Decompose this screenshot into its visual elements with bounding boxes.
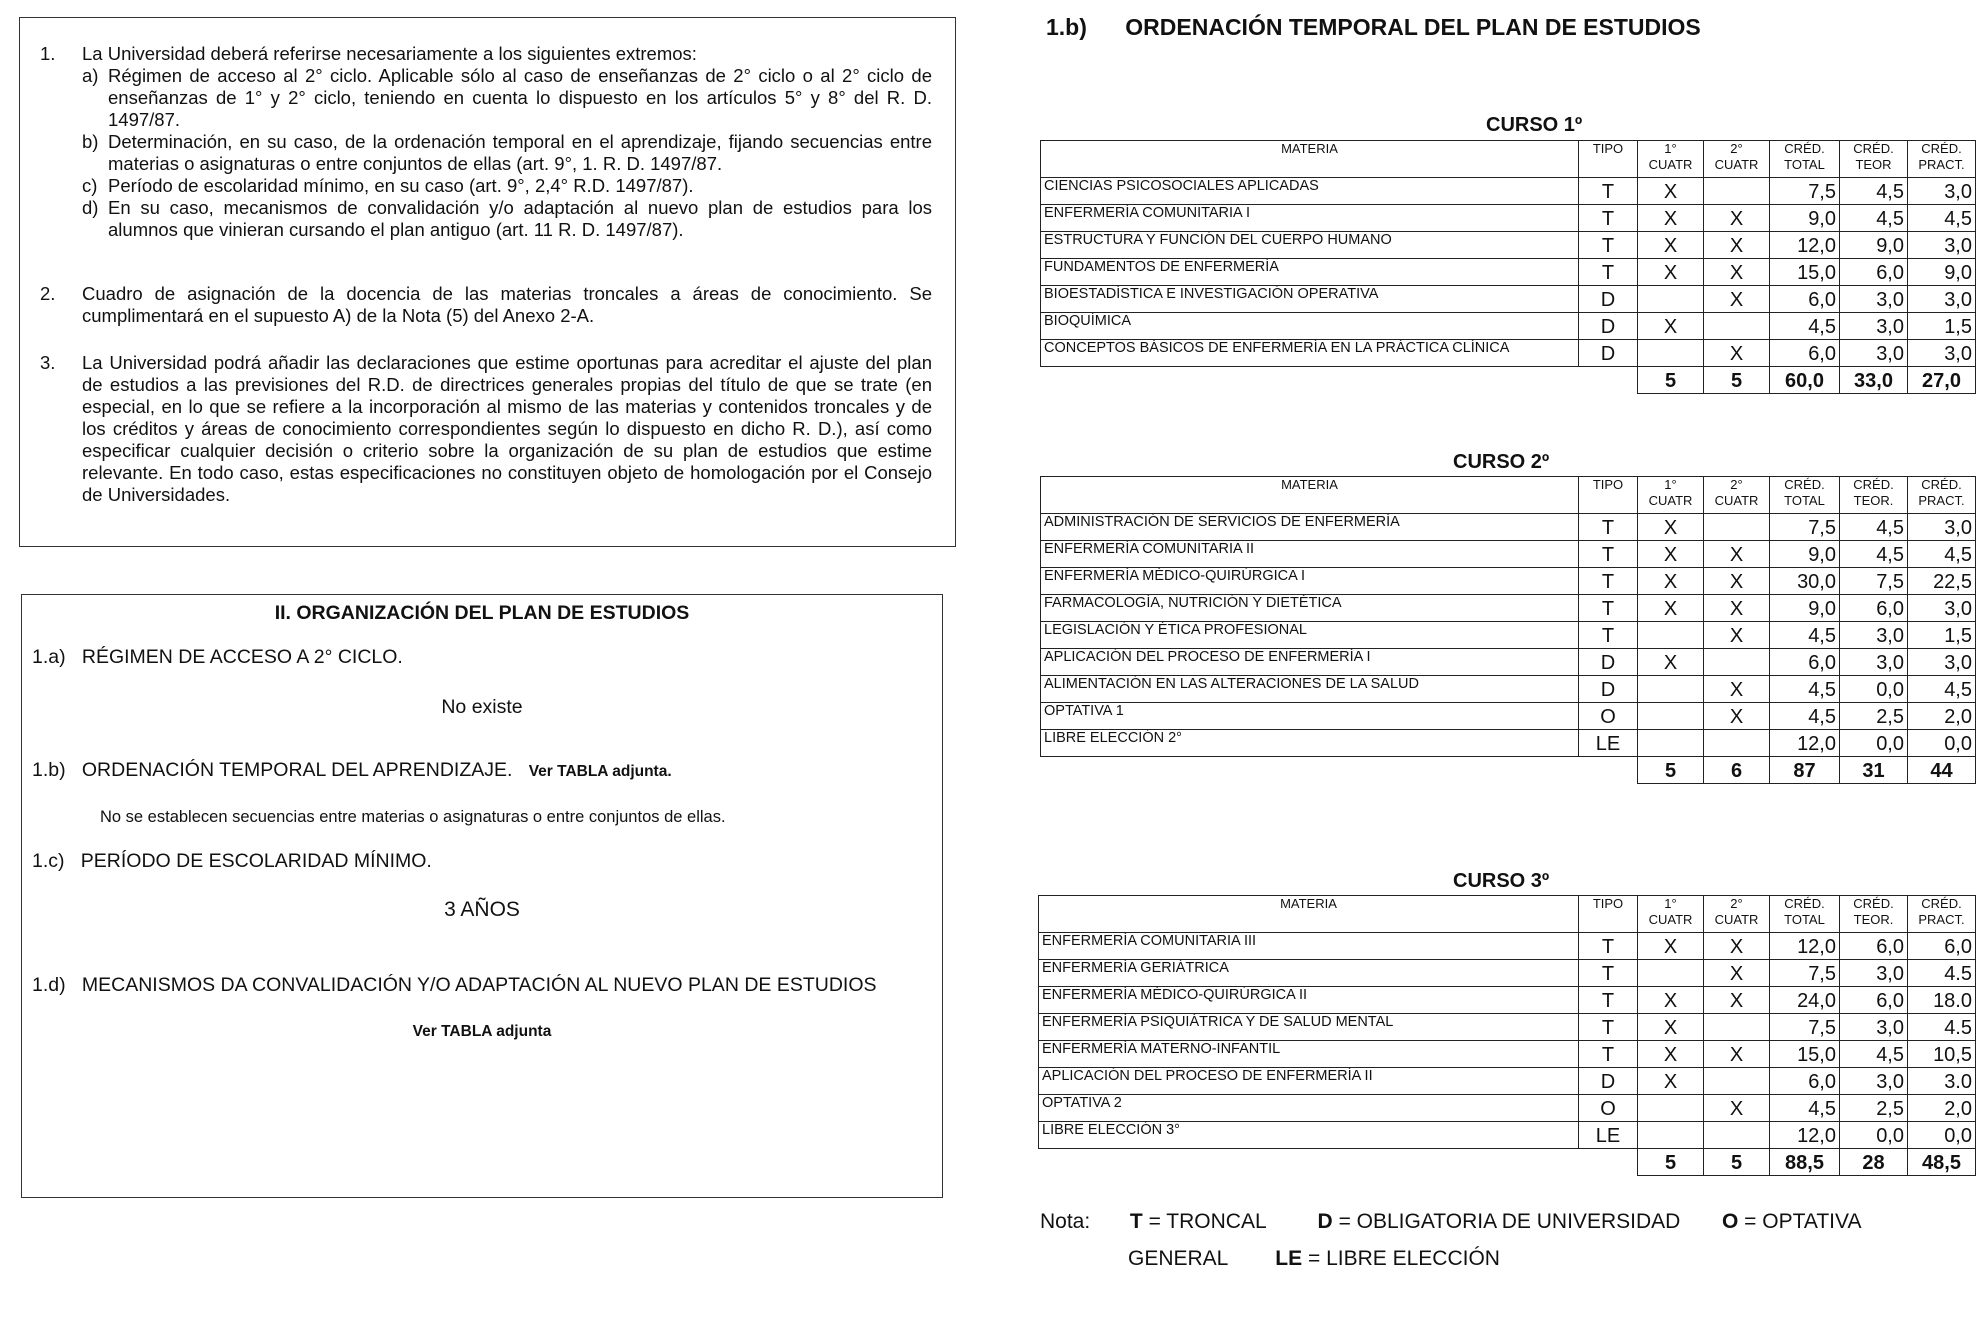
table-header-row [1039, 896, 1976, 933]
cuatr-1-cell: X [1638, 541, 1704, 568]
cuatr-2-cell: X [1704, 987, 1770, 1014]
header-cred-total: CRÉD. TOTAL [1770, 477, 1840, 514]
heading-code: 1.b) [1046, 14, 1087, 40]
cred-teor-cell: 3,0 [1840, 286, 1908, 313]
cred-teor-cell: 4,5 [1840, 541, 1908, 568]
instruction-item-1 [42, 43, 932, 241]
cred-teor-cell: 0,0 [1840, 1122, 1908, 1149]
total-cred-pract: 48,5 [1908, 1149, 1976, 1176]
cuatr-2-cell: X [1704, 232, 1770, 259]
curso-2-title: CURSO 2º [1453, 451, 1550, 473]
cred-total-cell: 7,5 [1770, 178, 1840, 205]
tipo-cell: O [1579, 1095, 1638, 1122]
section-1b [32, 759, 672, 782]
header-cred-teor: CRÉD. TEOR. [1840, 896, 1908, 933]
cuatr-2-cell: X [1704, 205, 1770, 232]
cred-total-cell: 12,0 [1770, 730, 1840, 757]
cuatr-2-cell: X [1704, 622, 1770, 649]
cred-total-cell: 12,0 [1770, 1122, 1840, 1149]
sub-item-b [42, 131, 932, 175]
sub-item-a [42, 65, 932, 131]
header-cred-pract: CRÉD. PRACT. [1908, 141, 1976, 178]
header-cred-teor: CRÉD. TEOR. [1840, 477, 1908, 514]
cuatr-2-cell: X [1704, 1041, 1770, 1068]
table-row [1039, 1041, 1976, 1068]
table-row [1041, 205, 1976, 232]
header-tipo: TIPO [1579, 141, 1638, 178]
cuatr-2-cell: X [1704, 1095, 1770, 1122]
cred-teor-cell: 0,0 [1840, 676, 1908, 703]
cred-total-cell: 9,0 [1770, 541, 1840, 568]
table-row [1041, 730, 1976, 757]
sub-letter: c) [82, 175, 98, 196]
table-row [1041, 286, 1976, 313]
value-optativa: = OPTATIVA [1744, 1210, 1862, 1233]
header-tipo: TIPO [1579, 477, 1638, 514]
table-row [1041, 649, 1976, 676]
cuatr-2-cell [1704, 1068, 1770, 1095]
table-row [1041, 232, 1976, 259]
cred-teor-cell: 9,0 [1840, 232, 1908, 259]
materia-cell: LIBRE ELECCIÓN 2° [1041, 730, 1579, 757]
cred-pract-cell: 22,5 [1908, 568, 1976, 595]
section-1a [32, 646, 403, 669]
materia-cell: ENFERMERÍA MÉDICO-QUIRÚRGICA I [1041, 568, 1579, 595]
cuatr-1-cell: X [1638, 987, 1704, 1014]
cred-total-cell: 6,0 [1770, 649, 1840, 676]
total-cuatr-2: 6 [1704, 757, 1770, 784]
sub-text: Régimen de acceso al 2° ciclo. Aplicable sólo al caso de enseñanzas de 2° ciclo o al 2° ciclo de enseñanzas de 1° y 2° ciclo, teniendo en cuenta lo dispuesto en los artículos 5° y 8° del R. D. 1497/87. [108, 65, 932, 130]
tipo-cell: T [1579, 259, 1638, 286]
header-cuatr-2: 2° CUATR [1704, 141, 1770, 178]
cred-pract-cell: 4.5 [1908, 960, 1976, 987]
cred-pract-cell: 2,0 [1908, 703, 1976, 730]
header-cred-teor: CRÉD. TEOR [1840, 141, 1908, 178]
materia-cell: ENFERMERÍA COMUNITARIA III [1039, 933, 1579, 960]
cuatr-1-cell: X [1638, 595, 1704, 622]
tipo-cell: LE [1579, 1122, 1638, 1149]
cuatr-2-cell: X [1704, 286, 1770, 313]
cred-teor-cell: 3,0 [1840, 340, 1908, 367]
materia-cell: ENFERMERÍA COMUNITARIA II [1041, 541, 1579, 568]
materia-cell: ENFERMERÍA PSIQUIÁTRICA Y DE SALUD MENTAL [1039, 1014, 1579, 1041]
header-cred-pract: CRÉD. PRACT. [1908, 896, 1976, 933]
cuatr-2-cell [1704, 649, 1770, 676]
plan-heading [1046, 14, 1701, 41]
cred-total-cell: 4,5 [1770, 622, 1840, 649]
materia-cell: BIOESTADÍSTICA E INVESTIGACIÓN OPERATIVA [1041, 286, 1579, 313]
cuatr-1-cell: X [1638, 313, 1704, 340]
table-row [1039, 1095, 1976, 1122]
curso-1-table [1040, 140, 1976, 394]
cred-pract-cell: 4,5 [1908, 676, 1976, 703]
section-code: 1.d) [32, 974, 66, 996]
tipo-cell: T [1579, 987, 1638, 1014]
section-1c [32, 850, 432, 873]
tipo-cell: D [1579, 676, 1638, 703]
total-cred-total: 87 [1770, 757, 1840, 784]
cuatr-2-cell: X [1704, 595, 1770, 622]
cuatr-1-cell [1638, 1122, 1704, 1149]
header-materia: MATERIA [1039, 896, 1579, 933]
cred-total-cell: 4,5 [1770, 1095, 1840, 1122]
sub-item-c [42, 175, 932, 197]
cuatr-1-cell: X [1638, 1041, 1704, 1068]
total-cuatr-1: 5 [1638, 367, 1704, 394]
total-cred-total: 88,5 [1770, 1149, 1840, 1176]
access-value: No existe [441, 696, 523, 718]
nota-general: GENERAL [1128, 1247, 1228, 1270]
cred-teor-cell: 4,5 [1840, 178, 1908, 205]
cuatr-2-cell: X [1704, 541, 1770, 568]
header-cred-pract: CRÉD. PRACT. [1908, 477, 1976, 514]
cred-total-cell: 12,0 [1770, 933, 1840, 960]
cuatr-1-cell: X [1638, 649, 1704, 676]
sub-text: Período de escolaridad mínimo, en su caso (art. 9°, 2,4° R.D. 1497/87). [108, 175, 694, 196]
section-label: ORDENACIÓN TEMPORAL DEL APRENDIZAJE. [81, 759, 513, 781]
table-row [1041, 178, 1976, 205]
cred-teor-cell: 4,5 [1840, 514, 1908, 541]
section-label: PERÍODO DE ESCOLARIDAD MÍNIMO. [80, 850, 432, 872]
tipo-cell: T [1579, 595, 1638, 622]
item-number: 1. [40, 43, 56, 64]
cuatr-2-cell: X [1704, 703, 1770, 730]
tipo-cell: T [1579, 514, 1638, 541]
key-troncal: T [1129, 1210, 1143, 1233]
curso-1-title: CURSO 1º [1486, 114, 1583, 136]
cred-total-cell: 6,0 [1770, 340, 1840, 367]
min-period-value: 3 AÑOS [444, 898, 520, 921]
sub-text: Determinación, en su caso, de la ordenación temporal en el aprendizaje, fijando secuencias entre materias o asignaturas o entre conjuntos de ellas (art. 9°, 1. R. D. 1497/87. [108, 131, 932, 174]
tipo-cell: T [1579, 933, 1638, 960]
tipo-cell: T [1579, 622, 1638, 649]
materia-cell: APLICACIÓN DEL PROCESO DE ENFERMERÍA II [1039, 1068, 1579, 1095]
cuatr-2-cell [1704, 313, 1770, 340]
total-cuatr-2: 5 [1704, 367, 1770, 394]
header-cuatr-1: 1° CUATR [1638, 477, 1704, 514]
key-obligatoria: D [1317, 1210, 1333, 1233]
item-text: La Universidad podrá añadir las declaraciones que estime oportunas para acreditar el ajuste del plan de estudios a las previsiones del R.D. de directrices generales propias del título de que se trate (en especial, en lo que se refiere a la incorporación al mismo de las materias y contenidos troncales y de los créditos y áreas de conocimiento correspondientes según lo dispuesto en dicho R. D.), así como especificar cualquier decisión o criterio sobre la organización de su plan de estudios que estime relevante. En todo caso, estas especificaciones no constituyen objeto de homologación por el Consejo de Universidades. [82, 352, 932, 505]
materia-cell: ENFERMERÍA MATERNO-INFANTIL [1039, 1041, 1579, 1068]
cred-teor-cell: 3,0 [1840, 313, 1908, 340]
cred-total-cell: 9,0 [1770, 205, 1840, 232]
cred-pract-cell: 9,0 [1908, 259, 1976, 286]
table-header-row [1041, 141, 1976, 178]
cred-teor-cell: 7,5 [1840, 568, 1908, 595]
total-cuatr-2: 5 [1704, 1149, 1770, 1176]
cred-total-cell: 4,5 [1770, 313, 1840, 340]
cuatr-1-cell [1638, 340, 1704, 367]
cuatr-2-cell: X [1704, 676, 1770, 703]
cred-total-cell: 7,5 [1770, 1014, 1840, 1041]
cuatr-1-cell [1638, 703, 1704, 730]
materia-cell: BIOQUÍMICA [1041, 313, 1579, 340]
cred-pract-cell: 1,5 [1908, 313, 1976, 340]
cred-total-cell: 12,0 [1770, 232, 1840, 259]
cred-total-cell: 6,0 [1770, 286, 1840, 313]
nota-label: Nota: [1040, 1210, 1091, 1233]
cred-pract-cell: 3,0 [1908, 232, 1976, 259]
cred-total-cell: 4,5 [1770, 703, 1840, 730]
curso-2-table [1040, 476, 1976, 784]
header-cuatr-1: 1° CUATR [1638, 896, 1704, 933]
materia-cell: APLICACIÓN DEL PROCESO DE ENFERMERÍA I [1041, 649, 1579, 676]
cred-total-cell: 6,0 [1770, 1068, 1840, 1095]
tipo-cell: T [1579, 232, 1638, 259]
cred-total-cell: 7,5 [1770, 514, 1840, 541]
cred-pract-cell: 6,0 [1908, 933, 1976, 960]
value-obligatoria: = OBLIGATORIA DE UNIVERSIDAD [1338, 1210, 1681, 1233]
cred-teor-cell: 0,0 [1840, 730, 1908, 757]
tipo-cell: D [1579, 340, 1638, 367]
section-label: MECANISMOS DA CONVALIDACIÓN Y/O ADAPTACIÓN AL NUEVO PLAN DE ESTUDIOS [81, 974, 877, 996]
key-optativa: O [1721, 1210, 1739, 1233]
tipo-cell: T [1579, 205, 1638, 232]
cred-teor-cell: 6,0 [1840, 987, 1908, 1014]
sub-letter: a) [82, 65, 99, 86]
cred-pract-cell: 1,5 [1908, 622, 1976, 649]
table-row [1041, 514, 1976, 541]
value-libre-eleccion: = LIBRE ELECCIÓN [1307, 1247, 1500, 1270]
total-cred-teor: 28 [1840, 1149, 1908, 1176]
tipo-cell: D [1579, 1068, 1638, 1095]
sub-text: En su caso, mecanismos de convalidación y/o adaptación al nuevo plan de estudios para los alumnos que vinieran cursando el plan antiguo (art. 11 R. D. 1497/87). [108, 197, 932, 240]
cred-teor-cell: 3,0 [1840, 649, 1908, 676]
cred-total-cell: 7,5 [1770, 960, 1840, 987]
cred-pract-cell: 3,0 [1908, 649, 1976, 676]
table-row [1039, 1068, 1976, 1095]
cred-teor-cell: 3,0 [1840, 960, 1908, 987]
cred-teor-cell: 2,5 [1840, 703, 1908, 730]
cuatr-1-cell: X [1638, 232, 1704, 259]
curso-3-title: CURSO 3º [1453, 870, 1550, 892]
table-row [1039, 987, 1976, 1014]
header-materia: MATERIA [1041, 477, 1579, 514]
table-header-row [1041, 477, 1976, 514]
cred-total-cell: 9,0 [1770, 595, 1840, 622]
cuatr-1-cell: X [1638, 178, 1704, 205]
heading-title: ORDENACIÓN TEMPORAL DEL PLAN DE ESTUDIOS [1125, 14, 1701, 40]
cred-teor-cell: 2,5 [1840, 1095, 1908, 1122]
cred-teor-cell: 3,0 [1840, 1014, 1908, 1041]
cred-teor-cell: 3,0 [1840, 1068, 1908, 1095]
sub-letter: b) [82, 131, 99, 152]
materia-cell: ENFERMERÍA MÉDICO-QUIRÚRGICA II [1039, 987, 1579, 1014]
tipo-cell: T [1579, 178, 1638, 205]
materia-cell: LIBRE ELECCIÓN 3° [1039, 1122, 1579, 1149]
tipo-cell: T [1579, 960, 1638, 987]
cred-pract-cell: 3,0 [1908, 286, 1976, 313]
legend-note-line-2 [1128, 1247, 1500, 1271]
cuatr-1-cell: X [1638, 1068, 1704, 1095]
item-text: La Universidad deberá referirse necesariamente a los siguientes extremos: [82, 43, 697, 64]
tipo-cell: T [1579, 1014, 1638, 1041]
cred-teor-cell: 4,5 [1840, 205, 1908, 232]
cred-pract-cell: 2,0 [1908, 1095, 1976, 1122]
section-code: 1.b) [32, 759, 66, 781]
value-troncal: = TRONCAL [1148, 1210, 1266, 1233]
cuatr-2-cell: X [1704, 568, 1770, 595]
cuatr-1-cell: X [1638, 568, 1704, 595]
tipo-cell: T [1579, 568, 1638, 595]
cred-pract-cell: 0,0 [1908, 1122, 1976, 1149]
cred-pract-cell: 3.0 [1908, 1068, 1976, 1095]
header-tipo: TIPO [1579, 896, 1638, 933]
header-cred-total: CRÉD. TOTAL [1770, 896, 1840, 933]
materia-cell: OPTATIVA 2 [1039, 1095, 1579, 1122]
cred-total-cell: 24,0 [1770, 987, 1840, 1014]
cuatr-2-cell: X [1704, 933, 1770, 960]
cuatr-1-cell [1638, 730, 1704, 757]
tipo-cell: T [1579, 1041, 1638, 1068]
cuatr-1-cell: X [1638, 1014, 1704, 1041]
organization-box [21, 594, 943, 1198]
materia-cell: CONCEPTOS BÁSICOS DE ENFERMERÍA EN LA PRÁCTICA CLÍNICA [1041, 340, 1579, 367]
cred-total-cell: 15,0 [1770, 259, 1840, 286]
header-materia: MATERIA [1041, 141, 1579, 178]
totals-row [1041, 757, 1976, 784]
table-row [1041, 676, 1976, 703]
instruction-item-2 [42, 283, 932, 327]
table-row [1041, 568, 1976, 595]
section-code: 1.c) [32, 850, 65, 872]
instruction-item-3 [42, 352, 932, 506]
materia-cell: FARMACOLOGÍA, NUTRICIÓN Y DIETÉTICA [1041, 595, 1579, 622]
table-row [1039, 960, 1976, 987]
cuatr-2-cell: X [1704, 340, 1770, 367]
table-row [1041, 259, 1976, 286]
cuatr-2-cell [1704, 730, 1770, 757]
total-cred-teor: 31 [1840, 757, 1908, 784]
table-row [1041, 595, 1976, 622]
cuatr-1-cell: X [1638, 259, 1704, 286]
materia-cell: ALIMENTACIÓN EN LAS ALTERACIONES DE LA SALUD [1041, 676, 1579, 703]
sequence-note: No se establecen secuencias entre materias o asignaturas o entre conjuntos de ellas. [100, 808, 726, 826]
total-cuatr-1: 5 [1638, 1149, 1704, 1176]
org-title: II. ORGANIZACIÓN DEL PLAN DE ESTUDIOS [274, 602, 690, 624]
total-cred-teor: 33,0 [1840, 367, 1908, 394]
table-row [1041, 340, 1976, 367]
total-cred-pract: 27,0 [1908, 367, 1976, 394]
cred-pract-cell: 3,0 [1908, 340, 1976, 367]
table-row [1041, 541, 1976, 568]
materia-cell: CIENCIAS PSICOSOCIALES APLICADAS [1041, 178, 1579, 205]
header-cuatr-1: 1° CUATR [1638, 141, 1704, 178]
cred-pract-cell: 4.5 [1908, 1014, 1976, 1041]
section-label: RÉGIMEN DE ACCESO A 2° CICLO. [81, 646, 403, 668]
cuatr-1-cell: X [1638, 514, 1704, 541]
section-1d [32, 974, 877, 997]
cuatr-2-cell: X [1704, 259, 1770, 286]
materia-cell: ADMINISTRACIÓN DE SERVICIOS DE ENFERMERÍA [1041, 514, 1579, 541]
header-cuatr-2: 2° CUATR [1704, 896, 1770, 933]
cred-pract-cell: 4,5 [1908, 205, 1976, 232]
instructions-box [19, 17, 956, 547]
cuatr-2-cell [1704, 178, 1770, 205]
materia-cell: OPTATIVA 1 [1041, 703, 1579, 730]
cred-pract-cell: 18.0 [1908, 987, 1976, 1014]
cred-total-cell: 4,5 [1770, 676, 1840, 703]
cred-teor-cell: 6,0 [1840, 595, 1908, 622]
table-reference: Ver TABLA adjunta. [528, 763, 672, 780]
table-row [1041, 313, 1976, 340]
cuatr-2-cell [1704, 1014, 1770, 1041]
cred-teor-cell: 6,0 [1840, 933, 1908, 960]
materia-cell: ENFERMERÍA GERIÁTRICA [1039, 960, 1579, 987]
tipo-cell: LE [1579, 730, 1638, 757]
tipo-cell: D [1579, 649, 1638, 676]
cuatr-1-cell [1638, 960, 1704, 987]
cred-pract-cell: 0,0 [1908, 730, 1976, 757]
cuatr-1-cell [1638, 286, 1704, 313]
materia-cell: ESTRUCTURA Y FUNCIÓN DEL CUERPO HUMANO [1041, 232, 1579, 259]
section-code: 1.a) [32, 646, 66, 668]
materia-cell: FUNDAMENTOS DE ENFERMERÍA [1041, 259, 1579, 286]
item-number: 2. [40, 283, 56, 304]
cred-teor-cell: 3,0 [1840, 622, 1908, 649]
cred-total-cell: 30,0 [1770, 568, 1840, 595]
table-row [1039, 933, 1976, 960]
total-cred-pract: 44 [1908, 757, 1976, 784]
tipo-cell: T [1579, 541, 1638, 568]
total-cuatr-1: 5 [1638, 757, 1704, 784]
table-row [1041, 622, 1976, 649]
totals-row [1039, 1149, 1976, 1176]
cred-pract-cell: 3,0 [1908, 514, 1976, 541]
cuatr-1-cell [1638, 1095, 1704, 1122]
cred-total-cell: 15,0 [1770, 1041, 1840, 1068]
tipo-cell: D [1579, 313, 1638, 340]
cred-pract-cell: 3,0 [1908, 595, 1976, 622]
key-libre-eleccion: LE [1275, 1247, 1303, 1270]
cuatr-1-cell: X [1638, 933, 1704, 960]
table-reference: Ver TABLA adjunta [412, 1023, 552, 1040]
totals-row [1041, 367, 1976, 394]
table-row [1041, 703, 1976, 730]
cred-pract-cell: 10,5 [1908, 1041, 1976, 1068]
cuatr-1-cell [1638, 676, 1704, 703]
cuatr-2-cell [1704, 514, 1770, 541]
cuatr-2-cell: X [1704, 960, 1770, 987]
cuatr-1-cell [1638, 622, 1704, 649]
materia-cell: ENFERMERÍA COMUNITARIA I [1041, 205, 1579, 232]
cred-pract-cell: 3,0 [1908, 178, 1976, 205]
cuatr-2-cell [1704, 1122, 1770, 1149]
item-text: Cuadro de asignación de la docencia de las materias troncales a áreas de conocimiento. Se cumplimentará en el supuesto A) de la Nota (5) del Anexo 2-A. [82, 283, 932, 326]
header-cuatr-2: 2° CUATR [1704, 477, 1770, 514]
cred-teor-cell: 6,0 [1840, 259, 1908, 286]
tipo-cell: D [1579, 286, 1638, 313]
header-cred-total: CRÉD. TOTAL [1770, 141, 1840, 178]
tipo-cell: O [1579, 703, 1638, 730]
sub-item-d [42, 197, 932, 241]
materia-cell: LEGISLACIÓN Y ÉTICA PROFESIONAL [1041, 622, 1579, 649]
cuatr-1-cell: X [1638, 205, 1704, 232]
sub-letter: d) [82, 197, 99, 218]
table-row [1039, 1014, 1976, 1041]
item-number: 3. [40, 352, 56, 373]
total-cred-total: 60,0 [1770, 367, 1840, 394]
curso-3-table [1038, 895, 1976, 1176]
cred-pract-cell: 4,5 [1908, 541, 1976, 568]
table-row [1039, 1122, 1976, 1149]
cred-teor-cell: 4,5 [1840, 1041, 1908, 1068]
legend-note [1040, 1210, 1861, 1234]
